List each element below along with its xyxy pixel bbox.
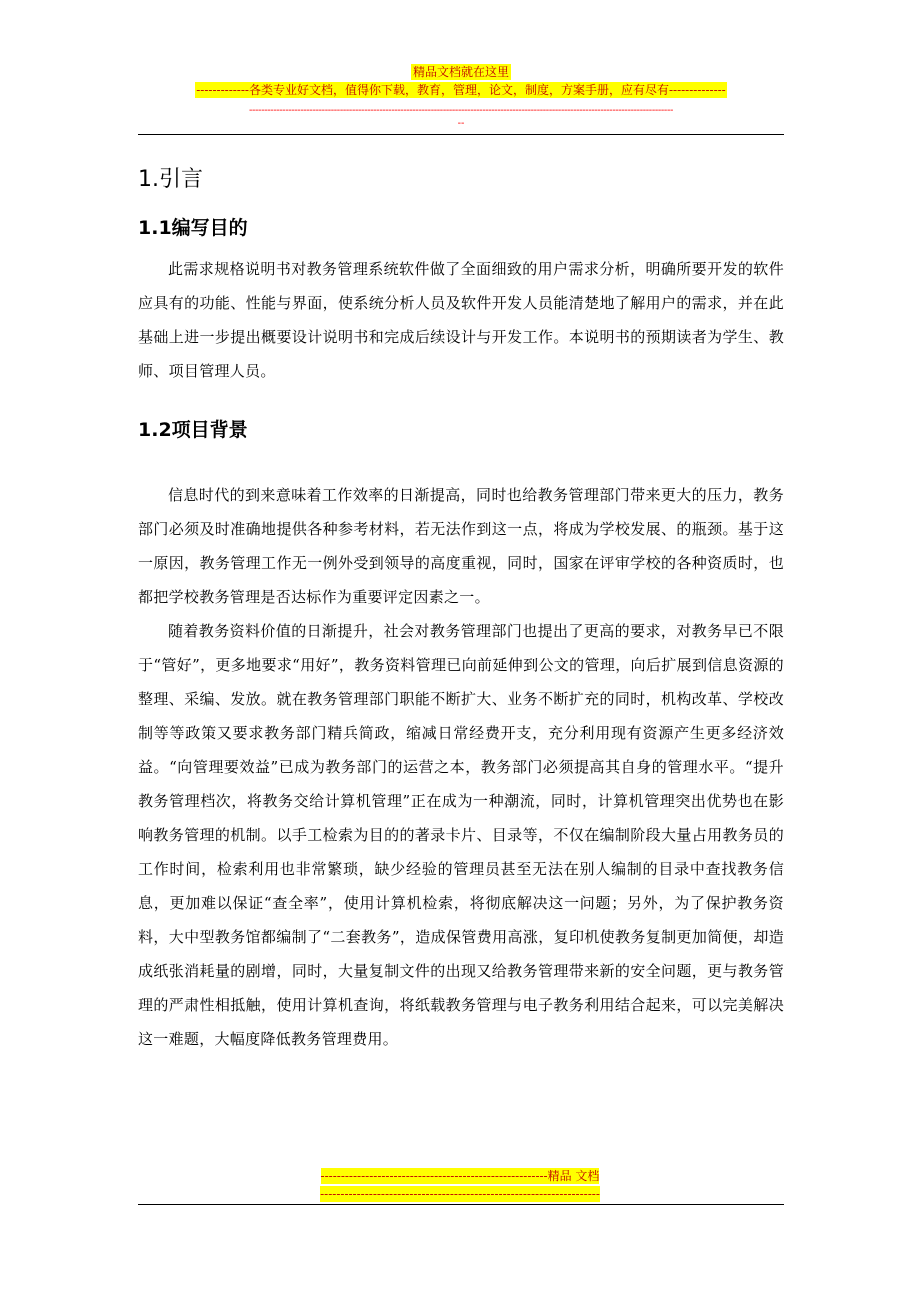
- paragraph-purpose: 此需求规格说明书对教务管理系统软件做了全面细致的用户需求分析，明确所要开发的软件应具有的功能、性能与界面，使系统分析人员及软件开发人员能清楚地了解用户的需求，并在此基础上进一步提出概要设计说明书和完成后续设计与开发工作。本说明书的预期读者为学生、教师、项目管理人员。: [138, 260, 784, 380]
- footer-divider: [138, 1204, 784, 1205]
- header-dash-line-2: --: [457, 118, 465, 129]
- header-dash-line: --------------------------------------------------------------------------------------------------------------------------------------------: [248, 105, 674, 116]
- footer-line-1: --------------------------------------------------------精品 文档: [320, 1169, 600, 1183]
- subsection-heading-1-1: 1.1编写目的: [138, 217, 248, 239]
- page-header: [138, 64, 784, 131]
- document-body: [138, 160, 784, 1056]
- footer-line-2: ---------------------------------------------------------------------: [320, 1187, 600, 1201]
- header-divider: [138, 134, 784, 135]
- page-footer: [290, 1168, 630, 1202]
- header-subtitle: -------------各类专业好文档，值得你下载，教育，管理，论文，制度，方案手册，应有尽有--------------: [196, 83, 726, 97]
- subsection-heading-1-2: 1.2项目背景: [138, 419, 248, 441]
- header-title: 精品文档就在这里: [412, 65, 509, 79]
- paragraph-background-1: 信息时代的到来意味着工作效率的日渐提高，同时也给教务管理部门带来更大的压力，教务部门必须及时准确地提供各种参考材料，若无法作到这一点，将成为学校发展、的瓶颈。基于这一原因，教务管理工作无一例外受到领导的高度重视，同时，国家在评审学校的各种资质时，也都把学校教务管理是否达标作为重要评定因素之一。: [138, 486, 784, 606]
- section-heading-1: 1.引言: [138, 167, 203, 192]
- paragraph-background-2: 随着教务资料价值的日渐提升，社会对教务管理部门也提出了更高的要求，对教务早已不限于“管好”，更多地要求“用好”，教务资料管理已向前延伸到公文的管理，向后扩展到信息资源的整理、采编、发放。就在教务管理部门职能不断扩大、业务不断扩充的同时，机构改革、学校改制等等政策又要求教务部门精兵简政，缩减日常经费开支，充分利用现有资源产生更多经济效益。“向管理要效益”已成为教务部门的运营之本，教务部门必须提高其自身的管理水平。“提升教务管理档次，将教务交给计算机管理”正在成为一种潮流，同时，计算机管理突出优势也在影响教务管理的机制。以手工检索为目的的著录卡片、目录等，不仅在编制阶段大量占用教务员的工作时间，检索利用也非常繁琐，缺少经验的管理员甚至无法在别人编制的目录中查找教务信息，更加难以保证“查全率”，使用计算机检索，将彻底解决这一问题；另外，为了保护教务资料，大中型教务馆都编制了“二套教务”，造成保管费用高涨，复印机使教务复制更加简便，却造成纸张消耗量的剧增，同时，大量复制文件的出现又给教务管理带来新的安全问题，更与教务管理的严肃性相抵触，使用计算机查询，将纸载教务管理与电子教务利用结合起来，可以完美解决这一难题，大幅度降低教务管理费用。: [138, 622, 784, 1048]
